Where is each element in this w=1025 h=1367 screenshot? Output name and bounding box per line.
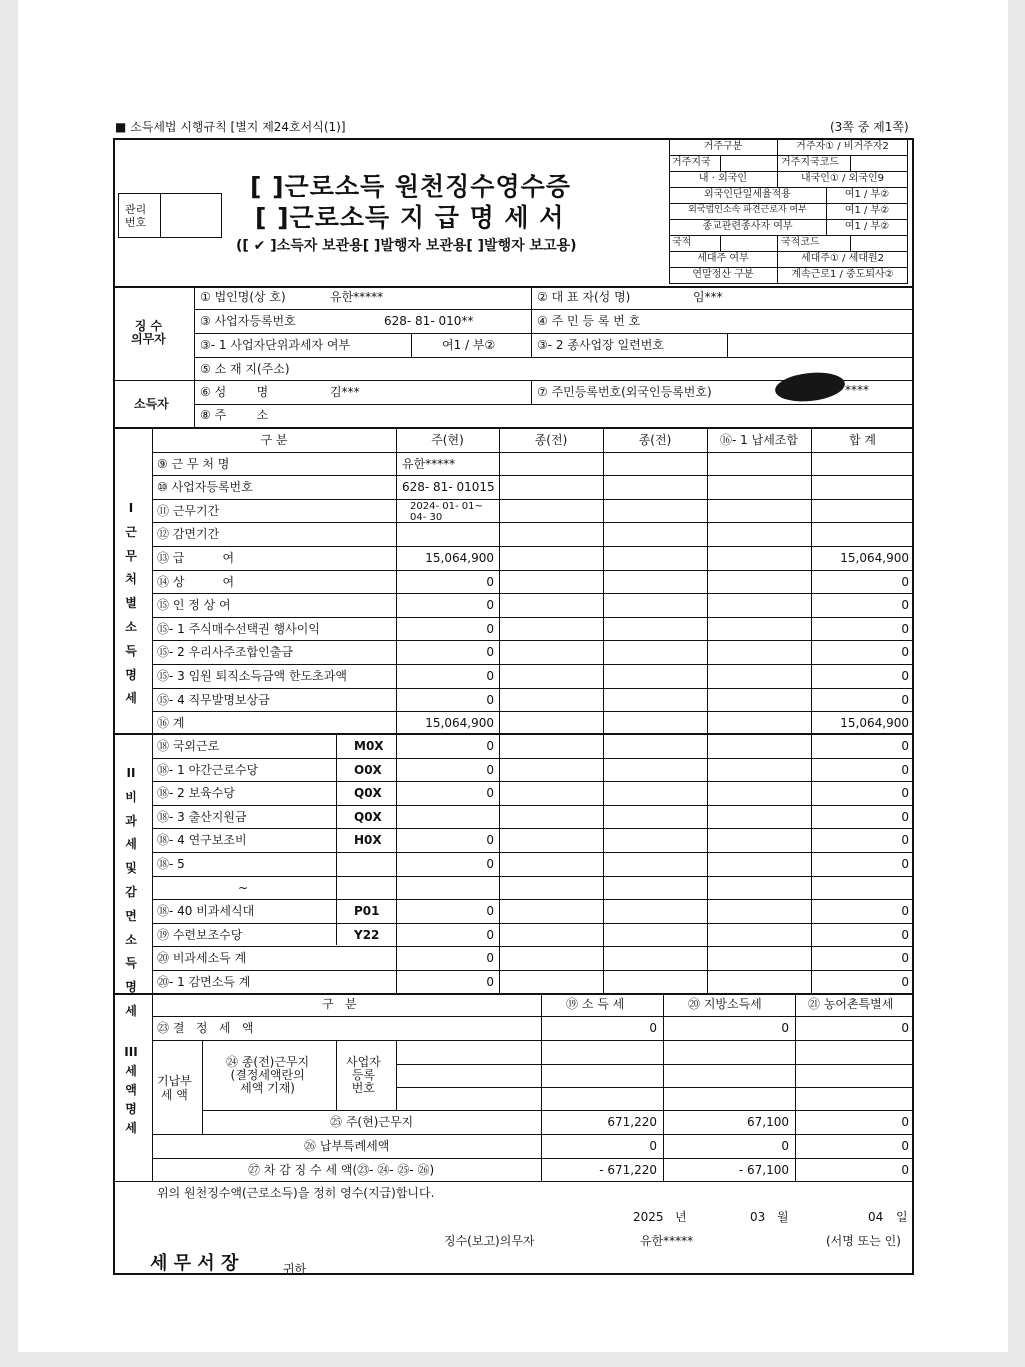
grid-line xyxy=(152,522,914,523)
info-label: 거주구분 xyxy=(703,141,743,152)
s1-row-label: ⑯ 계 xyxy=(157,716,185,730)
grid-line xyxy=(152,970,914,971)
s2-code: Q0X xyxy=(354,786,382,800)
honorific: 귀하 xyxy=(283,1262,307,1276)
purpose-line: ([ ✔ ]소득자 보관용[ ]발행자 보관용[ ]발행자 보고용) xyxy=(236,238,577,254)
info-label: 국적 xyxy=(672,237,692,248)
s1-total-value: 0 xyxy=(901,645,909,659)
grid-line xyxy=(152,593,914,594)
s2-code: O0X xyxy=(354,763,382,777)
info-value: 계속근로1 / 중도퇴사② xyxy=(791,269,894,280)
grid-line xyxy=(669,235,908,236)
resident-no-label: ④ 주 민 등 록 번 호 xyxy=(537,314,641,328)
s2-total-value: 0 xyxy=(901,857,909,871)
grid-line xyxy=(152,781,914,782)
mgmt-number-label: 관리 번호 xyxy=(125,203,147,229)
date-month-unit: 월 xyxy=(777,1210,789,1224)
s2-current-value: 0 xyxy=(486,975,494,989)
date-year-unit: 년 xyxy=(675,1210,687,1224)
s1-total-value: 0 xyxy=(901,598,909,612)
grid-line xyxy=(152,946,914,947)
date-day-unit: 일 xyxy=(896,1210,908,1224)
s2-row-label: ⑳ 비과세소득 계 xyxy=(157,951,247,965)
info-value: 여1 / 부② xyxy=(844,221,890,232)
info-value: 거주자① / 비거주자2 xyxy=(796,141,889,152)
s2-current-value: 0 xyxy=(486,786,494,800)
s1-row-label: ⑩ 사업자등록번호 xyxy=(157,480,253,494)
work-period: 2024- 01- 01~ 04- 30 xyxy=(410,501,483,523)
info-value: 내국인① / 외국인9 xyxy=(800,173,884,184)
info-value: 세대주① / 세대원2 xyxy=(800,253,884,264)
grid-line xyxy=(152,570,914,571)
s1-row-label: ⑭ 상 여 xyxy=(157,575,235,589)
unit-taxation-label: ③- 1 사업자단위과세자 여부 xyxy=(200,338,351,352)
grid-line xyxy=(850,235,851,251)
s2-current-value: 0 xyxy=(486,833,494,847)
grid-line xyxy=(669,171,908,172)
s2-code: Q0X xyxy=(354,810,382,824)
s2-current-value: 0 xyxy=(486,739,494,753)
info-label: 세대주 여부 xyxy=(697,253,749,264)
grid-line xyxy=(720,235,721,251)
s1-current-value: 628- 81- 01015 xyxy=(402,480,495,494)
date-month: 03 xyxy=(750,1210,766,1224)
s1-row-label: ⑮- 4 직무발명보상금 xyxy=(157,693,270,707)
s1-total-value: 15,064,900 xyxy=(840,716,909,730)
earner-id-value: **** xyxy=(845,383,869,397)
info-label: 거주지국 xyxy=(672,157,711,168)
s2-code: M0X xyxy=(354,739,384,753)
net-local-tax: - 67,100 xyxy=(738,1163,789,1177)
s2-total-value: 0 xyxy=(901,786,909,800)
s1-total-value: 0 xyxy=(901,669,909,683)
determined-local-tax: 0 xyxy=(781,1021,789,1035)
grid-line xyxy=(669,203,908,204)
s1-current-value: 15,064,900 xyxy=(425,551,494,565)
grid-line xyxy=(152,899,914,900)
s1-row-label: ⑮- 2 우리사주조합인출금 xyxy=(157,645,293,659)
s1-total-value: 0 xyxy=(901,622,909,636)
info-label: 외국법인소속 파견근로자 여부 xyxy=(688,205,807,215)
s2-total-value: 0 xyxy=(901,739,909,753)
s2-current-value: 0 xyxy=(486,928,494,942)
s1-current-value: 15,064,900 xyxy=(425,716,494,730)
grid-line xyxy=(152,499,914,500)
grid-line xyxy=(777,155,778,171)
special-rural-tax: 0 xyxy=(901,1139,909,1153)
current-income-tax: 671,220 xyxy=(607,1115,657,1129)
title-statement: [ ]근로소득 지 급 명 세 서 xyxy=(255,203,565,232)
s1-header: 종(전) xyxy=(638,433,672,447)
s2-code: P01 xyxy=(354,904,380,918)
determined-rural-tax: 0 xyxy=(901,1021,909,1035)
s2-code: H0X xyxy=(354,833,382,847)
s1-header: 구 분 xyxy=(260,433,288,447)
s1-header: ⑯- 1 납세조합 xyxy=(720,433,798,447)
s2-row-label: ⑱- 40 비과세식대 xyxy=(157,904,255,918)
grid-line xyxy=(152,852,914,853)
s2-current-value: 0 xyxy=(486,951,494,965)
grid-line xyxy=(669,219,908,220)
info-label-2: 국적코드 xyxy=(781,237,820,248)
grid-line xyxy=(152,617,914,618)
earner-id-label: ⑦ 주민등록번호(외국인등록번호) xyxy=(537,385,712,399)
grid-line xyxy=(152,758,914,759)
s1-current-value: 0 xyxy=(486,575,494,589)
grid-line xyxy=(152,546,914,547)
biz-reg-no: 628- 81- 010** xyxy=(384,314,474,328)
info-value: 여1 / 부② xyxy=(844,189,890,200)
s2-row-label: ⑲ 수련보조수당 xyxy=(157,928,243,942)
s1-row-label: ⑮ 인 정 상 여 xyxy=(157,598,231,612)
section3-vertical-label: III 세액명세 xyxy=(124,1045,138,1135)
s1-row-label: ⑮- 3 임원 퇴직소득금액 한도초과액 xyxy=(157,669,347,683)
date-day: 04 xyxy=(868,1210,884,1224)
special-income-tax: 0 xyxy=(649,1139,657,1153)
current-rural-tax: 0 xyxy=(901,1115,909,1129)
page-info: (3쪽 중 제1쪽) xyxy=(830,120,909,134)
title-receipt: [ ]근로소득 원천징수영수증 xyxy=(250,172,571,201)
grid-line xyxy=(669,267,908,268)
representative-label: ② 대 표 자(성 명) xyxy=(537,290,631,304)
current-workplace-label: ㉕ 주(현)근무지 xyxy=(330,1115,414,1129)
current-local-tax: 67,100 xyxy=(747,1115,789,1129)
info-label: 외국인단일세율적용 xyxy=(704,189,791,200)
grid-line xyxy=(669,187,908,188)
s1-header: 종(전) xyxy=(534,433,568,447)
s2-row-label: ⑱ 국외근로 xyxy=(157,739,220,753)
date-year: 2025 xyxy=(633,1210,664,1224)
info-label-2: 거주지국코드 xyxy=(781,157,839,168)
grid-line xyxy=(720,155,721,171)
grid-line xyxy=(152,688,914,689)
net-rural-tax: 0 xyxy=(901,1163,909,1177)
earner-name: 김*** xyxy=(330,385,360,399)
s2-row-label: ⑱- 2 보육수당 xyxy=(157,786,235,800)
s1-total-value: 15,064,900 xyxy=(840,551,909,565)
grid-line xyxy=(152,452,914,453)
net-income-tax: - 671,220 xyxy=(599,1163,657,1177)
s1-total-value: 0 xyxy=(901,575,909,589)
s1-total-value: 0 xyxy=(901,693,909,707)
grid-line xyxy=(152,828,914,829)
s1-current-value: 0 xyxy=(486,669,494,683)
s2-row-label: ⑱- 5 xyxy=(157,857,185,871)
determined-tax-label: ㉓ 결 정 세 액 xyxy=(157,1021,254,1035)
s2-row-label: ⑱- 3 출산지원금 xyxy=(157,810,247,824)
s2-code: Y22 xyxy=(354,928,380,942)
s1-current-value: 0 xyxy=(486,645,494,659)
s3-header-category: 구 분 xyxy=(322,997,357,1011)
grid-line xyxy=(152,664,914,665)
grid-line xyxy=(152,805,914,806)
earner-name-label: ⑥ 성 명 xyxy=(200,385,269,399)
s2-total-value: 0 xyxy=(901,833,909,847)
s1-row-label: ⑬ 급 여 xyxy=(157,551,235,565)
biz-reg-no-label: ③ 사업자등록번호 xyxy=(200,314,296,328)
payer-footer-name: 유한***** xyxy=(640,1234,694,1248)
prepaid-tax-label: 기납부 세 액 xyxy=(157,1074,192,1102)
net-tax-label: ㉗ 차 감 징 수 세 액(㉓- ㉔- ㉕- ㉖) xyxy=(248,1163,435,1177)
s2-row-label: ⑳- 1 감면소득 계 xyxy=(157,975,251,989)
s2-current-value: 0 xyxy=(486,904,494,918)
info-label: 내 · 외국인 xyxy=(698,173,748,184)
grid-line xyxy=(152,711,914,712)
s1-current-value: 유한***** xyxy=(402,457,456,471)
special-local-tax: 0 xyxy=(781,1139,789,1153)
s2-row-label: ⑱- 4 연구보조비 xyxy=(157,833,247,847)
s1-row-label: ⑪ 근무기간 xyxy=(157,504,220,518)
s2-row-label: ⑱- 1 야간근로수당 xyxy=(157,763,259,777)
grid-line xyxy=(777,235,778,251)
s3-header-local-tax: ⑳ 지방소득세 xyxy=(688,997,762,1011)
section2-vertical-label: II 비과세및감면소득명세 xyxy=(125,766,137,1018)
s3-header-income-tax: ⑲ 소 득 세 xyxy=(566,997,625,1011)
previous-workplace-label: ㉔ 종(전)근무지 (결정세액란의 세액 기재) xyxy=(226,1055,310,1095)
s1-row-label: ⑨ 근 무 처 명 xyxy=(157,457,230,471)
s1-current-value: 0 xyxy=(486,598,494,612)
earner-address-label: ⑧ 주 소 xyxy=(200,408,269,422)
s1-row-label: ⑫ 감면기간 xyxy=(157,527,220,541)
grid-line xyxy=(152,876,914,877)
s1-header: 합 계 xyxy=(849,433,876,447)
info-value: 여1 / 부② xyxy=(844,205,890,216)
payer-address-label: ⑤ 소 재 지(주소) xyxy=(200,362,290,376)
corp-name: 유한***** xyxy=(330,290,384,304)
s2-total-value: 0 xyxy=(901,904,909,918)
special-tax-label: ㉖ 납부특례세액 xyxy=(304,1139,390,1153)
signature-label: (서명 또는 인) xyxy=(826,1234,901,1248)
representative-name: 임*** xyxy=(693,290,723,304)
s1-current-value: 0 xyxy=(486,693,494,707)
grid-line xyxy=(152,475,914,476)
s1-row-label: ⑮- 1 주식매수선택권 행사이익 xyxy=(157,622,320,636)
s2-total-value: 0 xyxy=(901,763,909,777)
info-label: 종교관련종사자 여부 xyxy=(702,221,793,232)
s2-total-value: 0 xyxy=(901,928,909,942)
branch-serial-label: ③- 2 종사업장 일련번호 xyxy=(537,338,664,352)
s2-total-value: 0 xyxy=(901,951,909,965)
s1-header: 주(현) xyxy=(431,433,464,447)
prev-biz-reg-label: 사업자 등록 번호 xyxy=(346,1055,381,1095)
info-label: 연말정산 구분 xyxy=(692,269,754,280)
earner-section-label: 소득자 xyxy=(134,397,169,411)
grid-line xyxy=(152,923,914,924)
unit-taxation-value: 여1 / 부② xyxy=(442,338,496,352)
receipt-statement: 위의 원천징수액(근로소득)을 정히 영수(지급)합니다. xyxy=(157,1186,435,1200)
s2-total-value: 0 xyxy=(901,975,909,989)
s2-current-value: 0 xyxy=(486,857,494,871)
section1-vertical-label: I 근무처별소득명세 xyxy=(125,501,137,706)
grid-line xyxy=(669,251,908,252)
grid-line xyxy=(669,155,908,156)
payer-section-label: 징 수 의무자 xyxy=(131,319,166,346)
s2-row-label: ~ xyxy=(238,881,249,895)
regulation-text: ■ 소득세법 시행규칙 [별지 제24호서식(1)] xyxy=(115,120,346,134)
grid-line xyxy=(152,640,914,641)
s2-current-value: 0 xyxy=(486,763,494,777)
tax-office-chief: 세 무 서 장 xyxy=(150,1253,239,1274)
s1-current-value: 0 xyxy=(486,622,494,636)
determined-income-tax: 0 xyxy=(649,1021,657,1035)
s2-total-value: 0 xyxy=(901,810,909,824)
corp-name-label: ① 법인명(상 호) xyxy=(200,290,286,304)
s3-header-rural-tax: ㉑ 농어촌특별세 xyxy=(808,997,894,1011)
grid-line xyxy=(850,155,851,171)
payer-footer-label: 징수(보고)의무자 xyxy=(444,1234,535,1248)
